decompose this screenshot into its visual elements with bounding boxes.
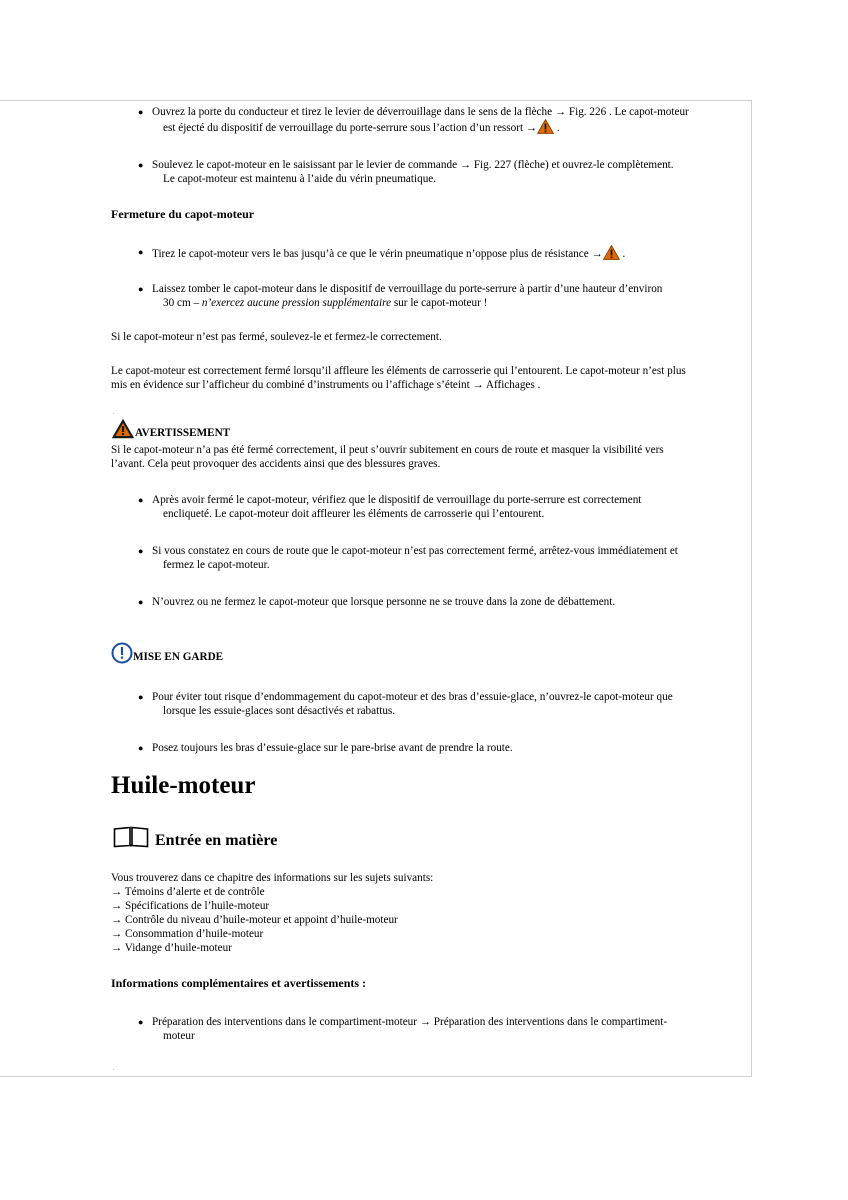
warning-triangle-icon xyxy=(603,245,620,260)
list-item xyxy=(152,741,744,755)
dot-mark: . xyxy=(113,1066,115,1072)
section-heading: Informations complémentaires et avertissements : xyxy=(111,976,367,990)
topic-link[interactable]: → Contrôle du niveau d’huile-moteur et appoint d’huile-moteur xyxy=(111,914,398,926)
paragraph xyxy=(111,364,747,392)
bullet-line: Soulevez le capot-moteur en le saisissant par le levier de commande → Fig. 227 (flèche) et ouvrez-le complètement. xyxy=(152,159,674,171)
bullet-dot: ● xyxy=(138,1017,144,1027)
list-item xyxy=(152,544,744,572)
list-item xyxy=(152,245,744,261)
bullet-line: Posez toujours les bras d’essuie-glace sur le pare-brise avant de prendre la route. xyxy=(152,742,513,754)
bullet-line: lorsque les essuie-glaces sont désactivés et rabattus. xyxy=(163,705,396,717)
info-circle-icon xyxy=(111,642,133,664)
bullet-line: Si vous constatez en cours de route que le capot-moteur n’est pas correctement fermé, arrêtez-vous immédiatement et xyxy=(152,545,678,557)
list-item xyxy=(152,282,744,310)
topic-link[interactable]: → Vidange d’huile-moteur xyxy=(111,942,232,954)
warning-triangle-icon xyxy=(537,119,554,134)
topic-link[interactable]: → Consommation d’huile-moteur xyxy=(111,928,264,940)
intro-text: Vous trouverez dans ce chapitre des informations sur les sujets suivants: xyxy=(111,872,434,884)
paragraph: Si le capot-moteur n’est pas fermé, soulevez-le et fermez-le correctement. xyxy=(111,331,442,343)
bullet-line: est éjecté du dispositif de verrouillage du porte-serrure sous l’action d’un ressort → xyxy=(163,122,538,134)
section-heading: Fermeture du capot-moteur xyxy=(111,207,255,221)
bullet-dot: ● xyxy=(138,546,144,556)
bullet-line: 30 cm – xyxy=(163,297,202,309)
list-item xyxy=(152,493,744,521)
caution-header xyxy=(111,642,223,664)
bullet-dot: ● xyxy=(138,160,144,170)
paragraph-line: mis en évidence sur l’afficheur du combiné d’instruments ou l’affichage s’éteint → Affichages . xyxy=(111,379,541,391)
list-item xyxy=(152,690,744,718)
bullet-line: Après avoir fermé le capot-moteur, vérifiez que le dispositif de verrouillage du porte-serrure est correctement xyxy=(152,494,642,506)
bullet-line: encliqueté. Le capot-moteur doit affleurer les éléments de carrosserie qui l’entourent. xyxy=(163,508,545,520)
book-icon xyxy=(113,826,149,848)
topic-link[interactable]: → Spécifications de l’huile-moteur xyxy=(111,900,270,912)
paragraph-line: Le capot-moteur est correctement fermé lorsqu’il affleure les éléments de carrosserie qui l’entourent. Le capot-moteur n’est plus xyxy=(111,365,686,377)
bullet-line: Préparation des interventions dans le compartiment-moteur → Préparation des interventions dans le compartiment- xyxy=(152,1016,668,1028)
bullet-line: Ouvrez la porte du conducteur et tirez le levier de déverrouillage dans le sens de la flèche → Fig. 226 . Le capot-moteur xyxy=(152,106,689,118)
bullet-line: N’ouvrez ou ne fermez le capot-moteur que lorsque personne ne se trouve dans la zone de débattement. xyxy=(152,596,616,608)
bullet-line: Pour éviter tout risque d’endommagement du capot-moteur et des bras d’essuie-glace, n’ouvrez-le capot-moteur que xyxy=(152,691,673,703)
warning-header xyxy=(111,418,230,439)
warning-label: AVERTISSEMENT xyxy=(135,427,231,439)
list-item xyxy=(152,105,744,135)
warning-text xyxy=(111,443,747,471)
topic-links xyxy=(111,885,398,955)
bullet-dot: ● xyxy=(138,284,144,294)
bullet-line-end: . xyxy=(619,248,626,260)
bullet-dot: ● xyxy=(138,495,144,505)
bullet-dot: ● xyxy=(138,743,144,753)
list-item xyxy=(152,1015,744,1043)
bullet-dot: ● xyxy=(138,107,144,117)
bullet-dot: ● xyxy=(138,597,144,607)
bullet-line: Laissez tomber le capot-moteur dans le dispositif de verrouillage du porte-serrure à partir d’une hauteur d’environ xyxy=(152,283,663,295)
paragraph-line: l’avant. Cela peut provoquer des accidents ainsi que des blessures graves. xyxy=(111,458,441,470)
paragraph-line: Si le capot-moteur n’a pas été fermé correctement, il peut s’ouvrir subitement en cours de route et masquer la visibilité vers xyxy=(111,444,664,456)
page-title: Huile-moteur xyxy=(111,772,256,799)
section-heading: Entrée en matière xyxy=(155,832,278,849)
bullet-line: Le capot-moteur est maintenu à l’aide du vérin pneumatique. xyxy=(163,173,437,185)
caution-label: MISE EN GARDE xyxy=(133,651,224,663)
emphasis-text: n’exercez aucune pression supplémentaire xyxy=(201,297,392,309)
list-item xyxy=(152,158,744,186)
bullet-line: Tirez le capot-moteur vers le bas jusqu’à ce que le vérin pneumatique n’oppose plus de résistance → xyxy=(152,248,603,260)
bullet-line-end: sur le capot-moteur ! xyxy=(391,297,488,309)
list-item xyxy=(152,595,744,609)
warning-triangle-icon xyxy=(111,418,135,439)
bullet-line: moteur xyxy=(163,1030,195,1042)
topic-link[interactable]: → Témoins d’alerte et de contrôle xyxy=(111,886,265,898)
dot-mark: . xyxy=(113,410,115,416)
bullet-line: fermez le capot-moteur. xyxy=(163,559,270,571)
bullet-dot: ● xyxy=(138,692,144,702)
bullet-line-end: . xyxy=(554,122,560,134)
bullet-dot: ● xyxy=(138,247,144,257)
